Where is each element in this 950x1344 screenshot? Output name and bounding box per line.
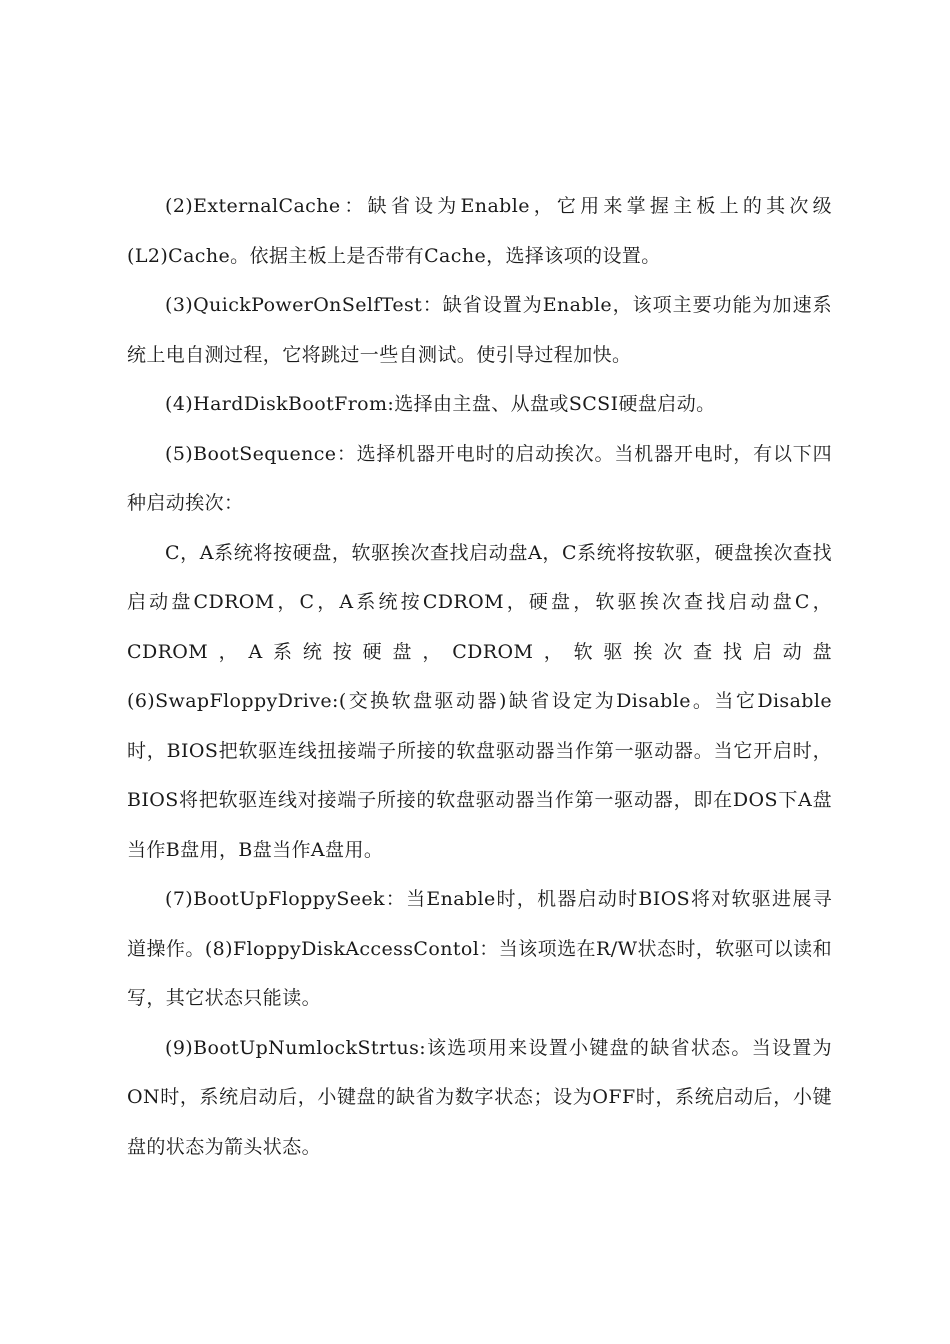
paragraph-boot-orders-swap-floppy: C，A系统将按硬盘，软驱挨次查找启动盘A，C系统将按软驱，硬盘挨次查找启动盘CDROM，C，A系统按CDROM，硬盘，软驱挨次查找启动盘C，CDROM，A系统按硬盘，CDROM，软驱挨次查找启动盘(6)SwapFloppyDrive:(交换软盘驱动器)缺省设定为Disable。当它Disable时，BIOS把软驱连线扭接端子所接的软盘驱动器当作第一驱动器。当它开启时，BIOS将把软驱连线对接端子所接的软盘驱动器当作第一驱动器，即在DOS下A盘当作B盘用，B盘当作A盘用。 xyxy=(127,541,832,861)
paragraph-hard-disk-boot: (4)HardDiskBootFrom:选择由主盘、从盘或SCSI硬盘启动。 xyxy=(165,393,716,415)
paragraph-boot-sequence: (5)BootSequence：选择机器开电时的启动挨次。当机器开电时，有以下四种启动挨次： xyxy=(127,442,832,514)
paragraph-numlock-status: (9)BootUpNumlockStrtus:该选项用来设置小键盘的缺省状态。当设置为ON时，系统启动后，小键盘的缺省为数字状态；设为OFF时，系统启动后，小键盘的状态为箭头状态。 xyxy=(127,1036,832,1158)
paragraph-quick-post: (3)QuickPowerOnSelfTest：缺省设置为Enable，该项主要功能为加速系统上电自测过程，它将跳过一些自测试。使引导过程加快。 xyxy=(127,294,832,366)
paragraph-floppy-seek-access: (7)BootUpFloppySeek：当Enable时，机器启动时BIOS将对软驱进展寻道操作。(8)FloppyDiskAccessContol：当该项选在R/W状态时，软驱可以读和写，其它状态只能读。 xyxy=(127,888,832,1009)
document-body xyxy=(127,182,832,1172)
paragraph-external-cache: (2)ExternalCache：缺省设为Enable，它用来掌握主板上的其次级(L2)Cache。依据主板上是否带有Cache，选择该项的设置。 xyxy=(127,195,832,267)
